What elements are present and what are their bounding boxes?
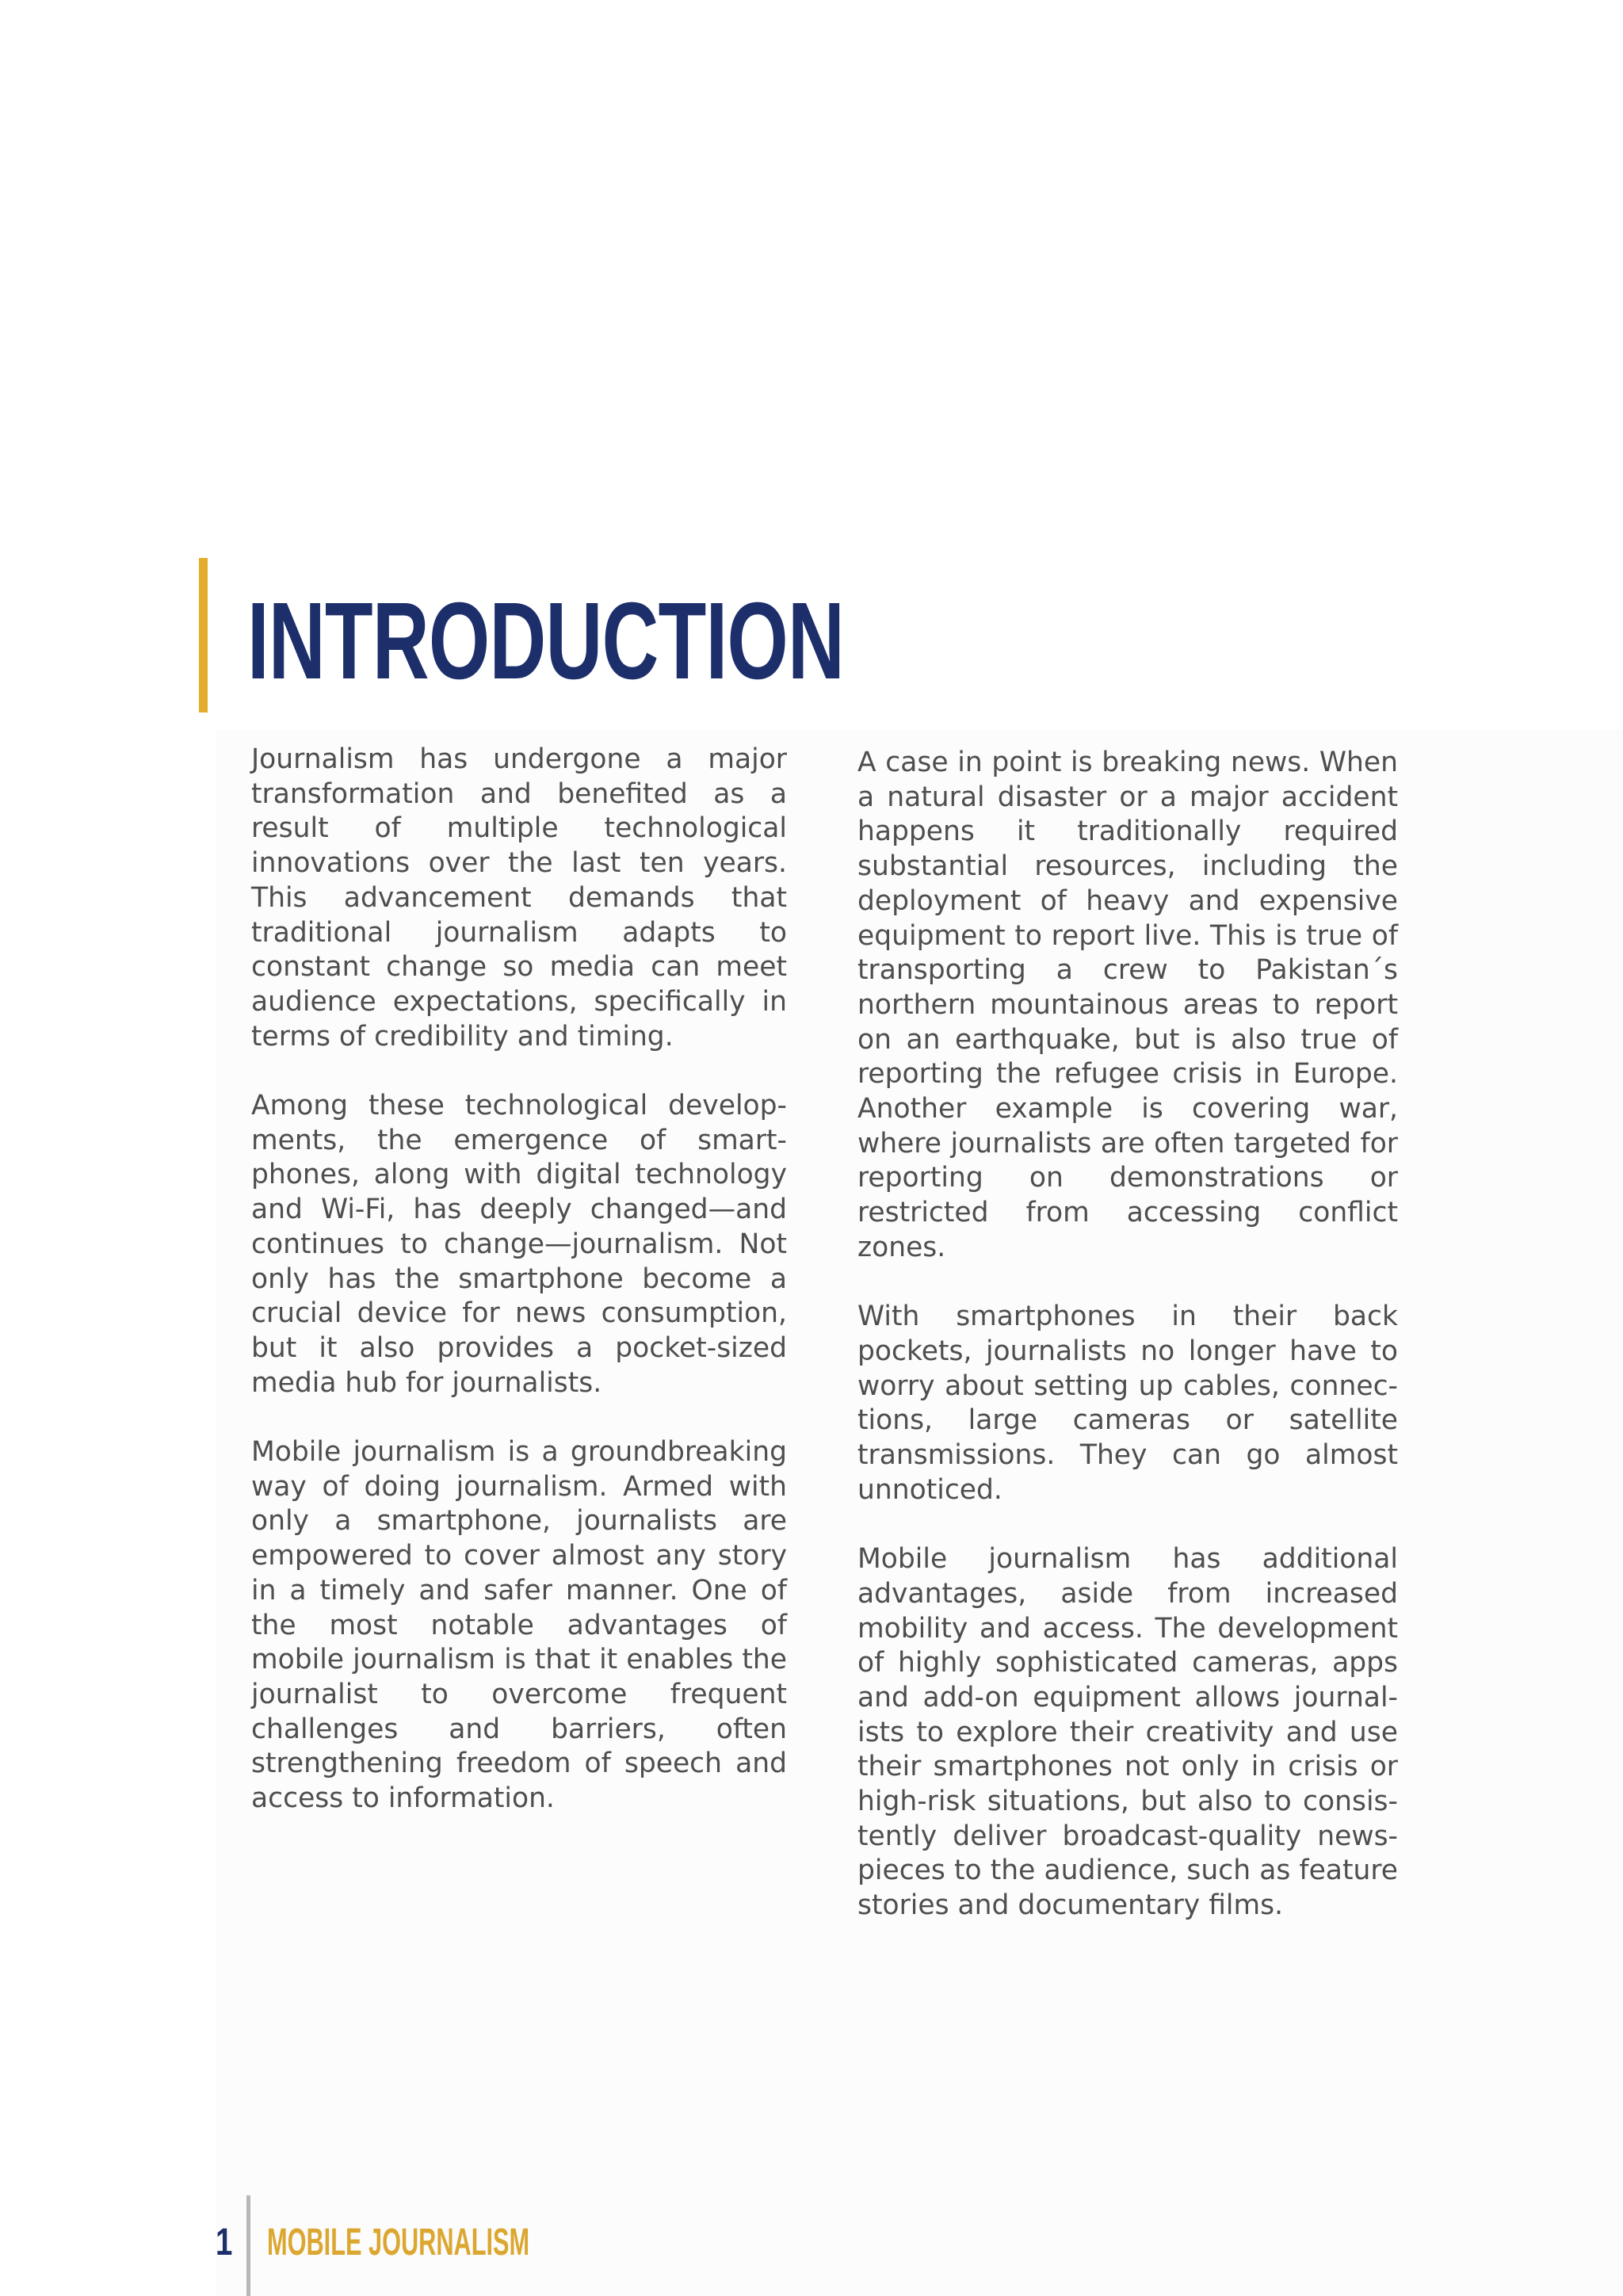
paragraph-right-3: Mobile journalism has additional advantages, aside from increased mobility and access. The development of highly sophisticated cameras, apps and add-on equipment allows journalists to explore their creativity and use their smartphones not only in crisis or high-risk situations, but also to consistently deliver broadcast-quality news-pieces to the audience, such as feature stories and documentary films.	[857, 1543, 1398, 1922]
paragraph-left-2: Among these technological developments, the emergence of smartphones, along with digital technology and Wi-Fi, has deeply changed—and continues to change—journalism. Not only has the smartphone become a crucial device for news consumption, but it also provides a pocket-sized media hub for journalists.	[251, 1090, 787, 1399]
paragraph-left-3: Mobile journalism is a groundbreaking way of doing journalism. Armed with only a smartphone, journalists are empowered to cover almost any story in a timely and safer manner. One of the most notable advantages of mobile journalism is that it enables the journalist to overcome frequent challenges and barriers, often strengthening freedom of speech and access to information.	[251, 1436, 787, 1815]
left-column	[251, 743, 787, 1817]
title-accent-bar	[199, 558, 208, 712]
page-title: INTRODUCTION	[247, 580, 845, 702]
footer-divider	[246, 2195, 250, 2296]
paragraph-left-1: Journalism has undergone a major transformation and benefited as a result of multiple technological innovations over the last ten years. This advancement demands that traditional journalism adapts to constant change so media can meet audience expectations, specifically in terms of credibility and timing.	[251, 743, 787, 1052]
footer-publication-title: MOBILE JOURNALISM	[267, 2222, 530, 2264]
paragraph-right-1: A case in point is breaking news. When a natural disaster or a major accident happens it traditionally required substantial resources, including the deployment of heavy and expensive equipment to report live. This is true of transporting a crew to Pakistan´s northern mountainous areas to report on an earthquake, but is also true of reporting the refugee crisis in Europe. Another example is covering war, where journalists are often targeted for reporting on demonstrations or restricted from accessing conflict zones.	[857, 747, 1398, 1263]
right-column	[857, 746, 1398, 1924]
footer-page-number: 1	[216, 2222, 233, 2264]
paragraph-right-2: With smartphones in their back pockets, journalists no longer have to worry about setting up cables, connections, large cameras or satellite transmissions. They can go almost unnoticed.	[857, 1301, 1398, 1506]
